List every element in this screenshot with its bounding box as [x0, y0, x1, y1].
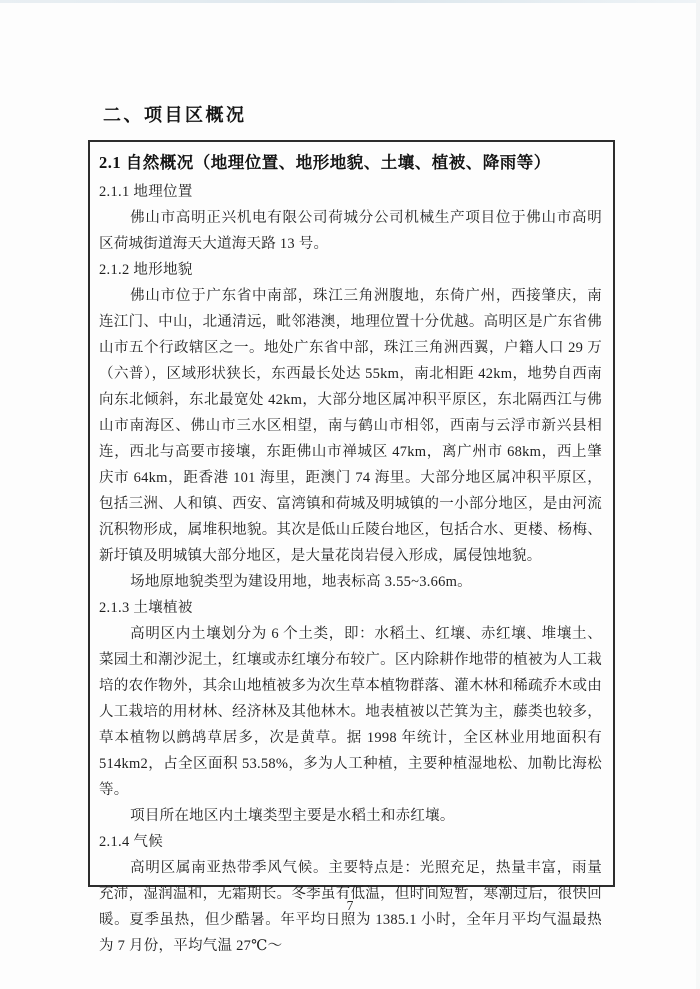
body-paragraph: 高明区属南亚热带季风气候。主要特点是：光照充足，热量丰富，雨量充沛，湿润温和，无霜期长。冬季虽有低温，但时间短暂，寒潮过后，很快回暖。夏季虽热，但少酷暑。年平均日照为 1385.1 小时，全年月平均气温最热为 7 月份，平均气温 27℃～ — [99, 860, 602, 954]
scan-edge-right — [696, 0, 700, 989]
subsection-heading: 2.1.1 地理位置 — [99, 184, 193, 200]
box-title: 2.1 自然概况（地理位置、地形地貌、土壤、植被、降雨等） — [99, 153, 551, 172]
subsection-terrain — [99, 257, 602, 595]
subsection-heading: 2.1.3 土壤植被 — [99, 600, 193, 616]
page-number: 7 — [346, 898, 354, 913]
body-paragraph: 高明区内土壤划分为 6 个土类，即：水稻土、红壤、赤红壤、堆壤土、菜园土和潮沙泥土，红壤或赤红壤分布较广。区内除耕作地带的植被为人工栽培的农作物外，其余山地植被多为次生草本植物群落、灌木林和稀疏乔木或由人工栽培的用材林、经济林及其他林木。地表植被以芒箕为主，藤类也较多，草本植物以鹧鸪草居多，次是黄草。据 1998 年统计，全区林业用地面积有 514km2，占全区面积 53.58%，多为人工种植，主要种植湿地松、加勒比海松等。 — [99, 626, 602, 798]
natural-overview-box — [88, 140, 615, 954]
subsection-heading: 2.1.2 地形地貌 — [99, 262, 193, 278]
subsection-soil-vegetation — [99, 595, 602, 829]
scan-edge-top — [0, 0, 700, 3]
body-paragraph: 场地原地貌类型为建设用地，地表标高 3.55~3.66m。 — [130, 574, 472, 590]
body-paragraph: 项目所在地区内土壤类型主要是水稻土和赤红壤。 — [130, 808, 455, 824]
subsection-heading: 2.1.4 气候 — [99, 834, 164, 850]
subsection-climate — [99, 829, 602, 959]
body-paragraph: 佛山市高明正兴机电有限公司荷城分公司机械生产项目位于佛山市高明区荷城街道海天大道海天路 13 号。 — [99, 210, 602, 252]
subsection-geographic-location — [99, 179, 602, 257]
chapter-heading: 二、项目区概况 — [103, 105, 247, 125]
body-paragraph: 佛山市位于广东省中南部，珠江三角洲腹地，东倚广州，西接肇庆，南连江门、中山，北通清远，毗邻港澳，地理位置十分优越。高明区是广东省佛山市五个行政辖区之一。地处广东省中部，珠江三角洲西翼，户籍人口 29 万（六普），区域形状狭长，东西最长处达 55km，南北相距 42km，地势自西南向东北倾斜，东北最宽处 42km，大部分地区属冲积平原区，东北隔西江与佛山市南海区、佛山市三水区相望，南与鹤山市相邻，西南与云浮市新兴县相连，西北与高要市接壤，东距佛山市禅城区 47km，离广州市 68km，西上肇庆市 64km，距香港 101 海里，距澳门 74 海里。大部分地区属冲积平原区，包括三洲、人和镇、西安、富湾镇和荷城及明城镇的一小部分地区，是由河流沉积物形成，属堆积地貌。其次是低山丘陵台地区，包括合水、更楼、杨梅、新圩镇及明城镇大部分地区，是大量花岗岩侵入形成，属侵蚀地貌。 — [99, 288, 602, 564]
